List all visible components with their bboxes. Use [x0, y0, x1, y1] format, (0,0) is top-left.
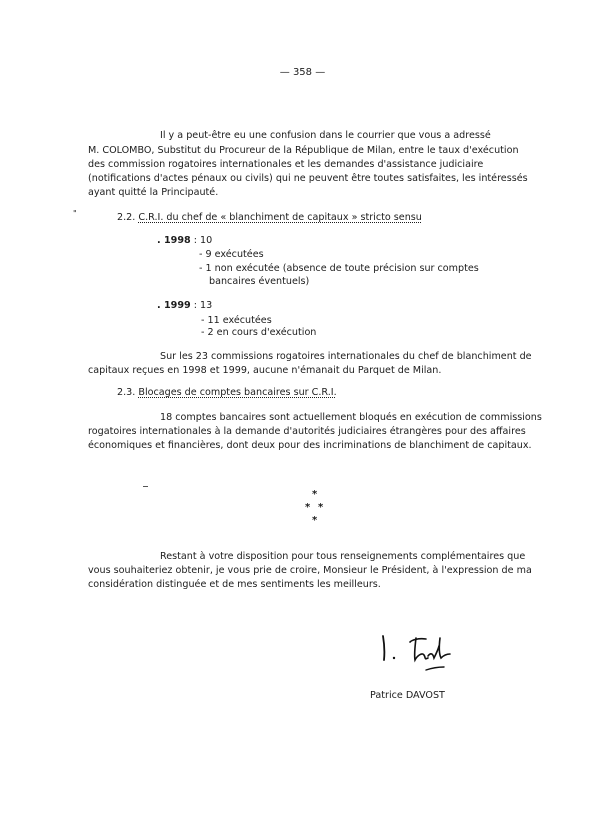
section-title: C.R.I. du chef de « blanchiment de capitaux » stricto sensu: [138, 212, 422, 223]
section-2-3-heading: [117, 387, 337, 399]
year-1998-line: [157, 235, 212, 247]
blocages-line: rogatoires internationales à la demande d'autorités judiciaires étrangères pour des affaires: [88, 426, 526, 437]
year-1999-line: [157, 300, 212, 312]
separator-star: *: [318, 502, 324, 513]
margin-mark: ": [73, 209, 77, 218]
separator-star: *: [312, 515, 318, 526]
signatory-name: Patrice DAVOST: [370, 690, 445, 701]
intro-line: (notifications d'actes pénaux ou civils) qui ne peuvent être toutes satisfaites, les intéressés: [88, 173, 528, 184]
section-2-2-heading: [117, 212, 422, 224]
year-total: : 13: [193, 300, 213, 311]
page-number: — 358 —: [279, 67, 326, 78]
closing-line: considération distinguée et de mes sentiments les meilleurs.: [88, 579, 381, 590]
scan-mark: [143, 486, 148, 487]
handwritten-signature: [378, 628, 478, 678]
closing-line: vous souhaiteriez obtenir, je vous prie de croire, Monsieur le Président, à l'expression de ma: [88, 565, 532, 576]
blocages-line: 18 comptes bancaires sont actuellement bloqués en exécution de commissions: [160, 412, 542, 423]
intro-line: Il y a peut-être eu une confusion dans le courrier que vous a adressé: [160, 130, 491, 141]
list-item: - 9 exécutées: [199, 249, 264, 260]
year-label: . 1998: [157, 235, 191, 246]
intro-line: M. COLOMBO, Substitut du Procureur de la République de Milan, entre le taux d'exécution: [88, 145, 519, 156]
list-item: - 1 non exécutée (absence de toute précision sur comptes: [199, 263, 479, 274]
list-item: - 2 en cours d'exécution: [201, 327, 317, 338]
intro-line: ayant quitté la Principauté.: [88, 187, 219, 198]
section-number: 2.3.: [117, 387, 136, 398]
closing-line: Restant à votre disposition pour tous renseignements complémentaires que: [160, 551, 526, 562]
blocages-line: économiques et financières, dont deux pour des incriminations de blanchiment de capitaux.: [88, 440, 532, 451]
summary-line: Sur les 23 commissions rogatoires internationales du chef de blanchiment de: [160, 351, 532, 362]
separator-star: *: [305, 502, 311, 513]
list-item-continuation: bancaires éventuels): [209, 276, 310, 287]
year-total: : 10: [193, 235, 213, 246]
section-number: 2.2.: [117, 212, 136, 223]
summary-line: capitaux reçues en 1998 et 1999, aucune n'émanait du Parquet de Milan.: [88, 365, 442, 376]
separator-star: *: [312, 489, 318, 500]
intro-line: des commission rogatoires internationales et les demandes d'assistance judiciaire: [88, 159, 484, 170]
section-title: Blocages de comptes bancaires sur C.R.I.: [138, 387, 337, 398]
year-label: . 1999: [157, 300, 191, 311]
list-item: - 11 exécutées: [201, 315, 272, 326]
